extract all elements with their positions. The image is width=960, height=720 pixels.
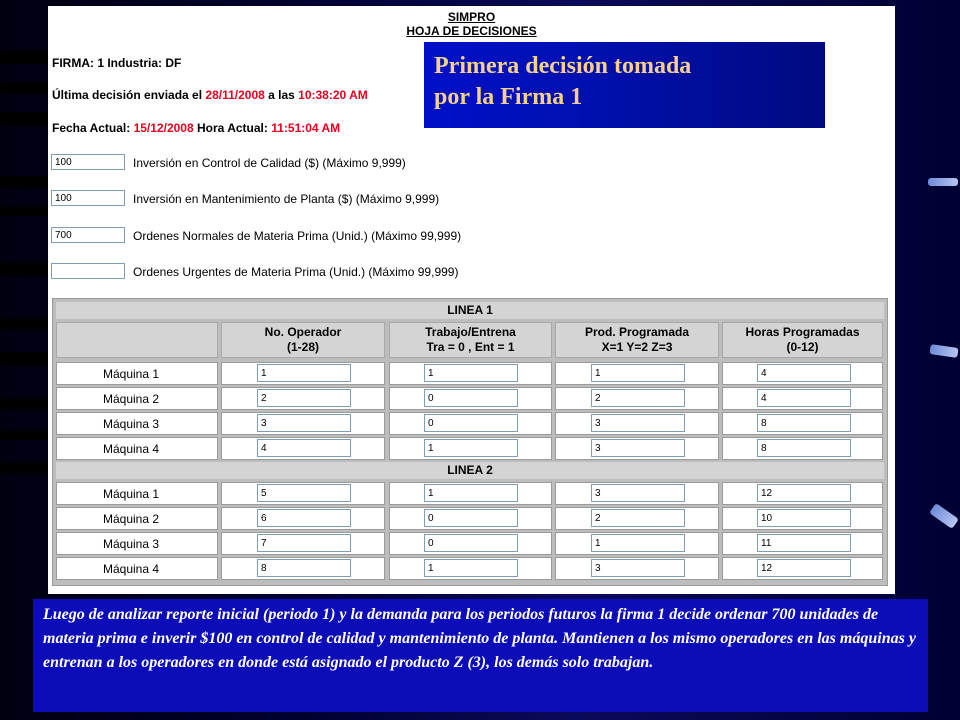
operator-input[interactable] — [257, 389, 351, 407]
operator-input[interactable] — [257, 364, 351, 382]
machine-label: Máquina 2 — [103, 392, 160, 406]
first-decision-callout — [424, 42, 825, 128]
urgent-orders-label: Ordenes Urgentes de Materia Prima (Unid.) (Máximo 99,999) — [133, 265, 459, 279]
column-header-range: (1-28) — [286, 340, 319, 354]
scheduled-product-input[interactable] — [591, 414, 685, 432]
normal-orders-label: Ordenes Normales de Materia Prima (Unid.) (Máximo 99,999) — [133, 229, 462, 243]
scheduled-product-input[interactable] — [591, 364, 685, 382]
column-header-range: (0-12) — [786, 340, 819, 354]
scheduled-product-input[interactable] — [591, 559, 685, 577]
column-header-title: No. Operador — [264, 325, 342, 339]
scheduled-product-input[interactable] — [591, 439, 685, 457]
explanation-caption: Luego de analizar reporte inicial (periodo 1) y la demanda para los periodos futuros la firma 1 decide ordenar 700 unidades de materia prima e inverir $100 en control de calidad y mantenimiento de planta. Mantienen a los mismo operadores en las máquinas y entrenan a los operadores en donde está asignado el producto Z (3), los demás solo trabajan. — [33, 599, 928, 712]
quality-control-label: Inversión en Control de Calidad ($) (Máximo 9,999) — [133, 156, 406, 170]
work-train-input[interactable] — [424, 389, 518, 407]
form-title: SIMPRO — [447, 10, 496, 24]
plant-maintenance-label: Inversión en Mantenimiento de Planta ($) (Máximo 9,999) — [133, 192, 440, 206]
machine-label: Máquina 4 — [103, 442, 160, 456]
last-decision-prefix: Última decisión enviada el — [52, 88, 206, 102]
callout-line-1: Primera decisión tomada — [434, 53, 692, 79]
scheduled-hours-input[interactable] — [757, 559, 851, 577]
scheduled-hours-input[interactable] — [757, 389, 851, 407]
operator-input[interactable] — [257, 439, 351, 457]
machine-label: Máquina 4 — [103, 562, 160, 576]
production-lines-table — [52, 298, 888, 586]
scheduled-hours-input[interactable] — [757, 364, 851, 382]
operator-input[interactable] — [257, 484, 351, 502]
scheduled-product-input[interactable] — [591, 534, 685, 552]
form-subtitle: HOJA DE DECISIONES — [406, 24, 537, 38]
urgent-orders-input[interactable] — [51, 263, 125, 279]
work-train-input[interactable] — [424, 414, 518, 432]
machine-label: Máquina 1 — [103, 367, 160, 381]
current-date-prefix: Fecha Actual: — [52, 121, 134, 135]
scheduled-hours-input[interactable] — [757, 414, 851, 432]
column-header-range: X=1 Y=2 Z=3 — [601, 340, 673, 354]
firma-line: FIRMA: 1 Industria: DF — [52, 56, 182, 70]
operator-input[interactable] — [257, 534, 351, 552]
machine-label: Máquina 3 — [103, 417, 160, 431]
column-header — [555, 322, 719, 358]
decor-streak — [929, 503, 959, 529]
work-train-input[interactable] — [424, 439, 518, 457]
operator-input[interactable] — [257, 559, 351, 577]
current-time: 11:51:04 AM — [271, 121, 341, 135]
column-header-range: Tra = 0 , Ent = 1 — [426, 340, 515, 354]
machine-label: Máquina 2 — [103, 512, 160, 526]
last-decision-mid: a las — [264, 88, 299, 102]
work-train-input[interactable] — [424, 534, 518, 552]
work-train-input[interactable] — [424, 509, 518, 527]
scheduled-hours-input[interactable] — [757, 534, 851, 552]
last-decision-date: 28/11/2008 — [205, 88, 265, 102]
last-decision-line — [52, 88, 368, 102]
column-header — [221, 322, 385, 358]
scheduled-product-input[interactable] — [591, 509, 685, 527]
column-header — [722, 322, 883, 358]
machine-label: Máquina 3 — [103, 537, 160, 551]
normal-orders-input[interactable] — [51, 227, 125, 243]
scheduled-product-input[interactable] — [591, 484, 685, 502]
current-date: 15/12/2008 — [133, 121, 194, 135]
operator-input[interactable] — [257, 414, 351, 432]
scheduled-hours-input[interactable] — [757, 509, 851, 527]
callout-line-2: por la Firma 1 — [434, 84, 583, 110]
column-header-title: Horas Programadas — [745, 325, 860, 339]
quality-control-input[interactable] — [51, 154, 125, 170]
decor-streak — [929, 344, 958, 358]
scheduled-hours-input[interactable] — [757, 484, 851, 502]
work-train-input[interactable] — [424, 559, 518, 577]
scheduled-hours-input[interactable] — [757, 439, 851, 457]
scheduled-product-input[interactable] — [591, 389, 685, 407]
operator-input[interactable] — [257, 509, 351, 527]
column-header-blank — [56, 322, 218, 358]
current-time-mid: Hora Actual: — [193, 121, 272, 135]
machine-label: Máquina 1 — [103, 487, 160, 501]
decor-streak — [928, 178, 958, 186]
column-header — [389, 322, 552, 358]
work-train-input[interactable] — [424, 484, 518, 502]
plant-maintenance-input[interactable] — [51, 190, 125, 206]
current-date-line — [52, 121, 340, 135]
column-header-title: Prod. Programada — [584, 325, 690, 339]
column-header-title: Trabajo/Entrena — [425, 325, 516, 339]
last-decision-time: 10:38:20 AM — [298, 88, 368, 102]
work-train-input[interactable] — [424, 364, 518, 382]
line-header: LINEA 2 — [56, 462, 884, 479]
line-header: LINEA 1 — [56, 302, 884, 319]
